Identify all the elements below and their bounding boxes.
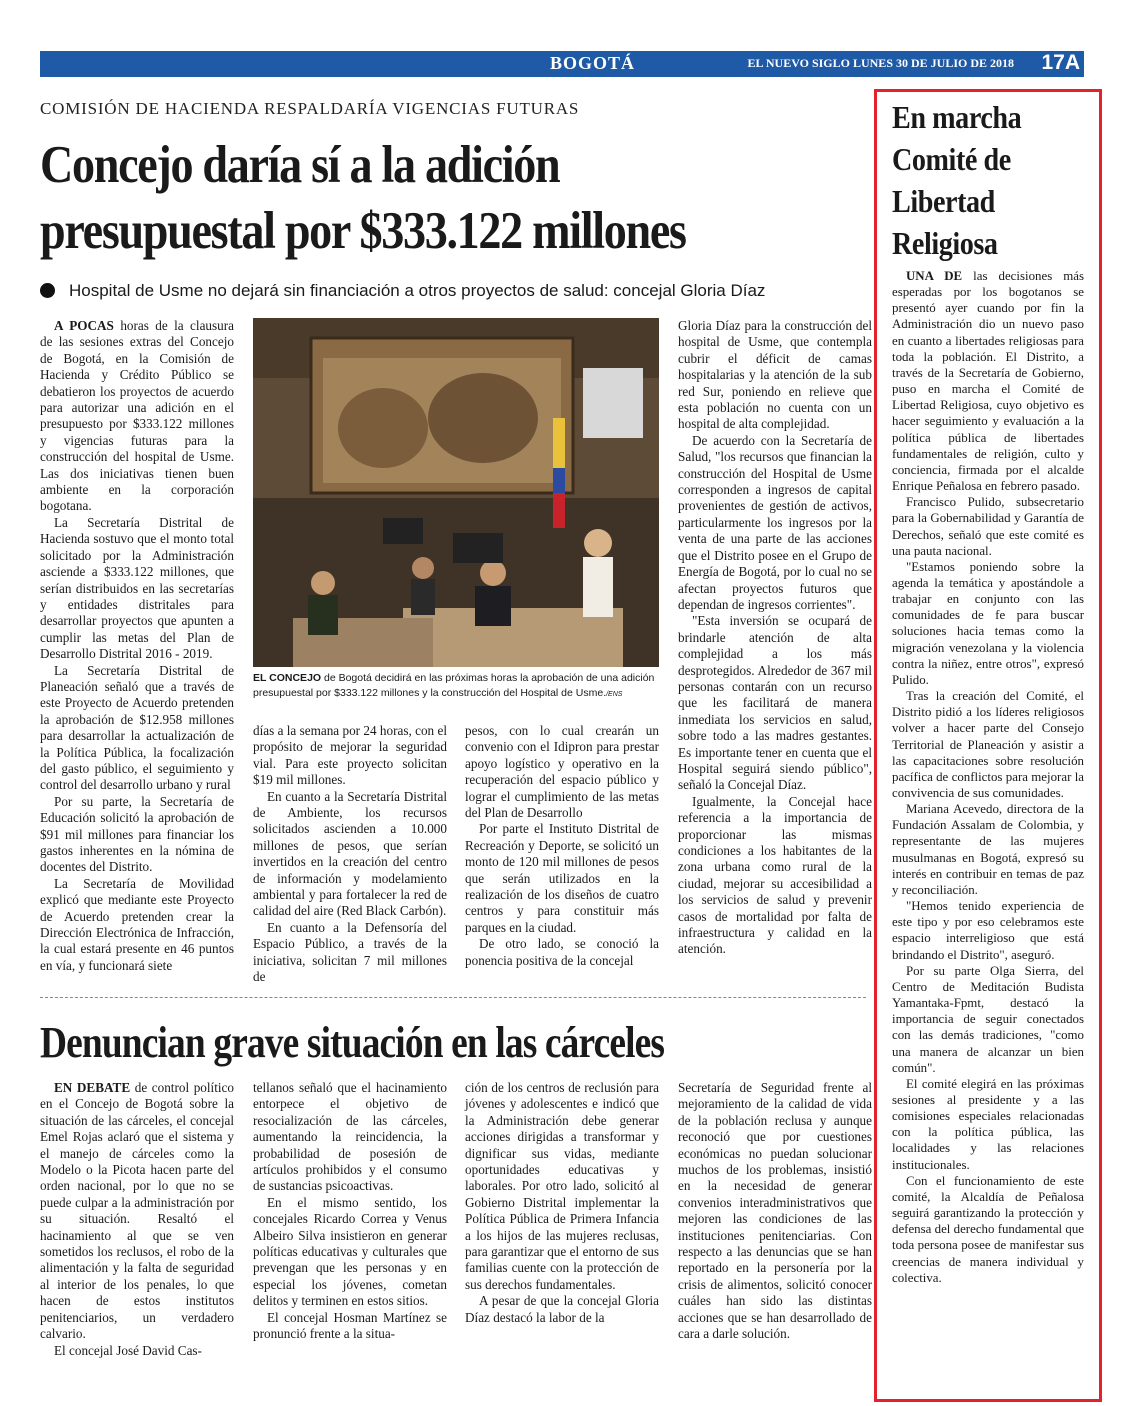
article2-column-4 [678, 1080, 872, 1343]
paragraph: Con el funcionamiento de este comité, la Alcaldía de Peñalosa seguirá garantizando la protección y defensa del derecho fundamental que toda persona posee de manifestar sus creencias de manera individual y colectiva. [892, 1173, 1084, 1285]
sidebar-body [892, 268, 1084, 1286]
paragraph: "Estamos poniendo sobre la agenda la temática y apostándole a trabajar en conjunto con las comunidades de fe para buscar soluciones hacia temas como la migración venezolana y la violencia contra la niñez, entre otros", expresó Pulido. [892, 559, 1084, 687]
photo-caption [253, 671, 659, 702]
photo-credit: /ENS [606, 691, 623, 698]
caption-text: de Bogotá decidirá en las próximas horas la aprobación de una adición presupuestal por $333.122 millones y la construcción del Hospital de Usme. [253, 672, 655, 699]
paragraph: El concejal José David Cas- [54, 1342, 202, 1358]
sidebar-headline-line: Religiosa [892, 225, 998, 261]
paragraph: En cuanto a la Secretaría Distrital de Ambiente, los recursos solicitados ascienden a 10.000 millones de pesos, que serían invertidos en la creación del centro de información y modelamiento ambiental y para fortalecer la red de calidad del aire (Red Black Carbón). [253, 788, 447, 919]
headline-line-2: presupuestal por $333.122 millones [40, 202, 686, 260]
paragraph: de control político en el Concejo de Bogotá sobre la situación de las cárceles, el concejal Emel Rojas aclaró que el sistema y el manejo de cárceles como la Modelo o la Picota hacen parte del orden nacional, por lo que no se puede culpar a la administración por su situación. Resaltó el hacinamiento al que se ven sometidos los reclusos, el robo de la alimentación y la falta de seguridad al interior de los penales, lo que hacen de estos institutos penitenciarios, un verdadero calvario. [40, 1080, 234, 1342]
article-subhead [40, 281, 870, 301]
paragraph: días a la semana por 24 horas, con el propósito de mejorar la seguridad vial. Para este proyecto solicitan $19 mil millones. [253, 723, 447, 788]
paragraph: El concejal Hosman Martínez se pronunció frente a la situa- [253, 1309, 447, 1342]
paragraph: ción de los centros de reclusión para jóvenes y adolescentes e indicó que la Administración debe generar acciones dirigidas a transformar y dignificar sus vidas, mediante oportunidades educativas y laborales. Por otro lado, solicitó al Gobierno Distrital implementar la Política Pública de Primera Infancia a los hijos de las mujeres reclusas, para garantizar que el entorno de sus familias cuente con la protección de sus derechos fundamentales. [465, 1080, 659, 1292]
sidebar-headline-line: Libertad [892, 183, 995, 219]
council-session-photo [253, 318, 659, 667]
paragraph: Gloria Díaz para la construcción del hospital de Usme, que contempla cubrir el déficit de camas hospitalarias y la atención de la sub red Sur, poniendo en relieve que esta población no cuenta con un hospital de alta complejidad. [678, 318, 872, 432]
article2-headline: Denuncian grave situación en las cárceles [40, 1018, 665, 1067]
paragraph: De otro lado, se conoció la ponencia positiva de la concejal [465, 936, 659, 968]
lead-caps: EN DEBATE [54, 1080, 131, 1095]
paragraph: "Esta inversión se ocupará de brindarle atención de alta complejidad a los más desprotegidos. Alrededor de 367 mil personas contarán con un recurso que les facilitará de manera inmediata los servicios en salud, sobre todo a las madres gestantes. Es importante tener en cuenta que el Hospital seguirá siendo público", señaló la Concejal Díaz. [678, 613, 872, 793]
paragraph: Secretaría de Seguridad frente al mejoramiento de la calidad de vida de la población reclusa y aunque reconoció que por cuestiones económicas no puedan solucionar muchos de los problemas, insistió en la necesidad de generar convenios interadministrativos que mejoren las condiciones de las instituciones penitenciarias. Con respecto a las denuncias que se han reportado en la personería por la crisis de alimentos, solicitó conocer cuáles han sido las distintas acciones que se han desarrollado de cara a darle solución. [678, 1080, 872, 1342]
article-divider [40, 997, 866, 998]
dateline: EL NUEVO SIGLO LUNES 30 DE JULIO DE 2018 [747, 56, 1014, 70]
subhead-text: Hospital de Usme no dejará sin financiación a otros proyectos de salud: concejal Gloria Díaz [69, 281, 766, 300]
paragraph: Igualmente, la Concejal hace referencia a la importancia de proporcionar las mismas condiciones a los habitantes de la zona urbana como rural de la ciudad, mejorar su accesibilidad a los servicios de salud y prevenir casos de mortalidad por falta de infraestructura y calidad en la atención. [678, 793, 872, 957]
caption-caps: EL CONCEJO [253, 672, 322, 684]
paragraph: tellanos señaló que el hacinamiento entorpece el objetivo de resocialización de las cárceles, aumentando la reincidencia, la probabilidad de posesión de artículos prohibidos y el consumo de sustancias psicoactivas. [253, 1080, 447, 1194]
sidebar-headline [892, 96, 1059, 264]
article1-column-2 [253, 723, 447, 986]
paragraph: El comité elegirá en las próximas sesiones al presidente y a las comisiones especiales relacionadas con la política pública, las localidades y las relaciones institucionales. [892, 1076, 1084, 1172]
article2-column-1 [40, 1080, 234, 1359]
paragraph: La Secretaría Distrital de Hacienda sostuvo que el monto total solicitado por la Administración asciende a $333.122 millones, que serían distribuidos en las secretarías y entidades distritales para desarrollar proyectos que apunten a cumplir las metas del Plan de Desarrollo Distrital 2016 - 2019. [40, 514, 234, 662]
article2-column-2 [253, 1080, 447, 1343]
lead-caps: UNA DE [906, 269, 963, 283]
paragraph: Por su parte Olga Sierra, del Centro de Meditación Budista Yamantaka-Fpmt, destacó la importancia de seguir conectados con las demás tradiciones, "como una manera de alcanzar un bien común". [892, 963, 1084, 1075]
page-number: 17A [1041, 51, 1080, 74]
paragraph: "Hemos tenido experiencia de este tipo y por eso celebramos este espacio interreligioso que está brindando el Distrito", aseguró. [892, 899, 1084, 962]
sidebar-headline-line: Comité de [892, 141, 1011, 177]
headline-line-1: Concejo daría sí a la adición [40, 136, 560, 194]
article-kicker: COMISIÓN DE HACIENDA RESPALDARÍA VIGENCIAS FUTURAS [40, 99, 580, 118]
article1-column-1 [40, 318, 234, 974]
paragraph: Tras la creación del Comité, el Distrito pidió a los líderes religiosos volver a hacer parte del Consejo Territorial de Planeación y asistir a las capacitaciones sobre resolución pacífica de conflictos para mejorar la convivencia de sus comunidades. [892, 689, 1084, 800]
paragraph: Por su parte, la Secretaría de Educación solicitó la aprobación de $91 mil millones para financiar los gastos inherentes en la nómina de docentes del Distrito. [40, 793, 234, 875]
section-name: BOGOTÁ [550, 53, 636, 73]
lead-caps: A POCAS [54, 318, 114, 333]
section-header-bar [40, 51, 1084, 77]
paragraph: En cuanto a la Defensoría del Espacio Público, a través de la iniciativa, solicitan 7 mil millones de [253, 919, 447, 985]
paragraph: Por parte el Instituto Distrital de Recreación y Deporte, se solicitó un monto de 120 mil millones de pesos que serán utilizados en la realización de los diseños de cuatro centros y para constituir más parques en la ciudad. [465, 821, 659, 935]
article1-column-3 [465, 723, 659, 969]
paragraph: A pesar de que la concejal Gloria Díaz destacó la labor de la [465, 1293, 659, 1325]
paragraph: En el mismo sentido, los concejales Ricardo Correa y Venus Albeiro Silva insistieron en generar políticas educativas y culturales que prevengan que les personas y en especial los jóvenes, cometan delitos y terminen en estos sitios. [253, 1194, 447, 1309]
paragraph: Mariana Acevedo, directora de la Fundación Assalam de Colombia, y representante de las mujeres musulmanas en Bogotá, expresó su interés en contribuir en temas de paz y reconciliación. [892, 802, 1084, 897]
sidebar-headline-line: En marcha [892, 99, 1022, 135]
paragraph: las decisiones más esperadas por los bogotanos se presentó ayer cuando por fin la Administración dio un nuevo paso en cuanto a libertades religiosas para toda la población. El Distrito, a través de la Secretaría de Gobierno, puso en marcha el Comité de Libertad Religiosa, cuyo objetivo es hacer seguimiento y evaluación a la política pública de libertades fundamentales de religión, culto y conciencia, firmada por el alcalde Enrique Peñalosa en febrero pasado. [892, 269, 1084, 494]
paragraph: La Secretaría de Movilidad explicó que mediante este Proyecto de Acuerdo pretenden crear la Dirección Electrónica de Infracción, la cual estará presente en 46 puntos en vía, y funcionará siete [40, 875, 234, 973]
photo-illustration [253, 318, 659, 667]
paragraph: De acuerdo con la Secretaría de Salud, "los recursos que financian la construcción del Hospital de Usme corresponden a ingresos de capital provenientes de gestión de activos, particularmente los ingresos por la venta de una parte de las acciones que el Distrito posee en el Grupo de Energía de Bogotá, por lo cual no se afectan proyectos futuros que dependan de ingresos corrientes". [678, 432, 872, 612]
paragraph: Francisco Pulido, subsecretario para la Gobernabilidad y Garantía de Derechos, señaló que este comité es una pauta nacional. [892, 495, 1084, 558]
article1-column-4 [678, 318, 872, 958]
paragraph: horas de la clausura de las sesiones extras del Concejo de Bogotá, en la Comisión de Hacienda y Crédito Público se debatieron los proyectos de acuerdo para autorizar una adición en el presupuesto por $333.122 millones y vigencias futuras para la construcción del hospital de Usme. Las dos iniciativas tienen buen ambiente en la corporación bogotana. [40, 318, 234, 514]
paragraph: pesos, con lo cual crearán un convenio con el Idipron para prestar apoyo logístico y operativo en la recuperación del espacio público y lograr el cumplimiento de las metas del Plan de Desarrollo [465, 723, 659, 821]
article-headline [40, 132, 762, 264]
article2-column-3 [465, 1080, 659, 1326]
bullet-icon [40, 283, 55, 298]
paragraph: La Secretaría Distrital de Planeación señaló que a través de este Proyecto de Acuerdo pretenden la aprobación de $12.958 millones para desarrollar la actualización de la Política Pública, la focalización del gasto público, el seguimiento y control del desarrollo urbano y rural [40, 662, 234, 793]
